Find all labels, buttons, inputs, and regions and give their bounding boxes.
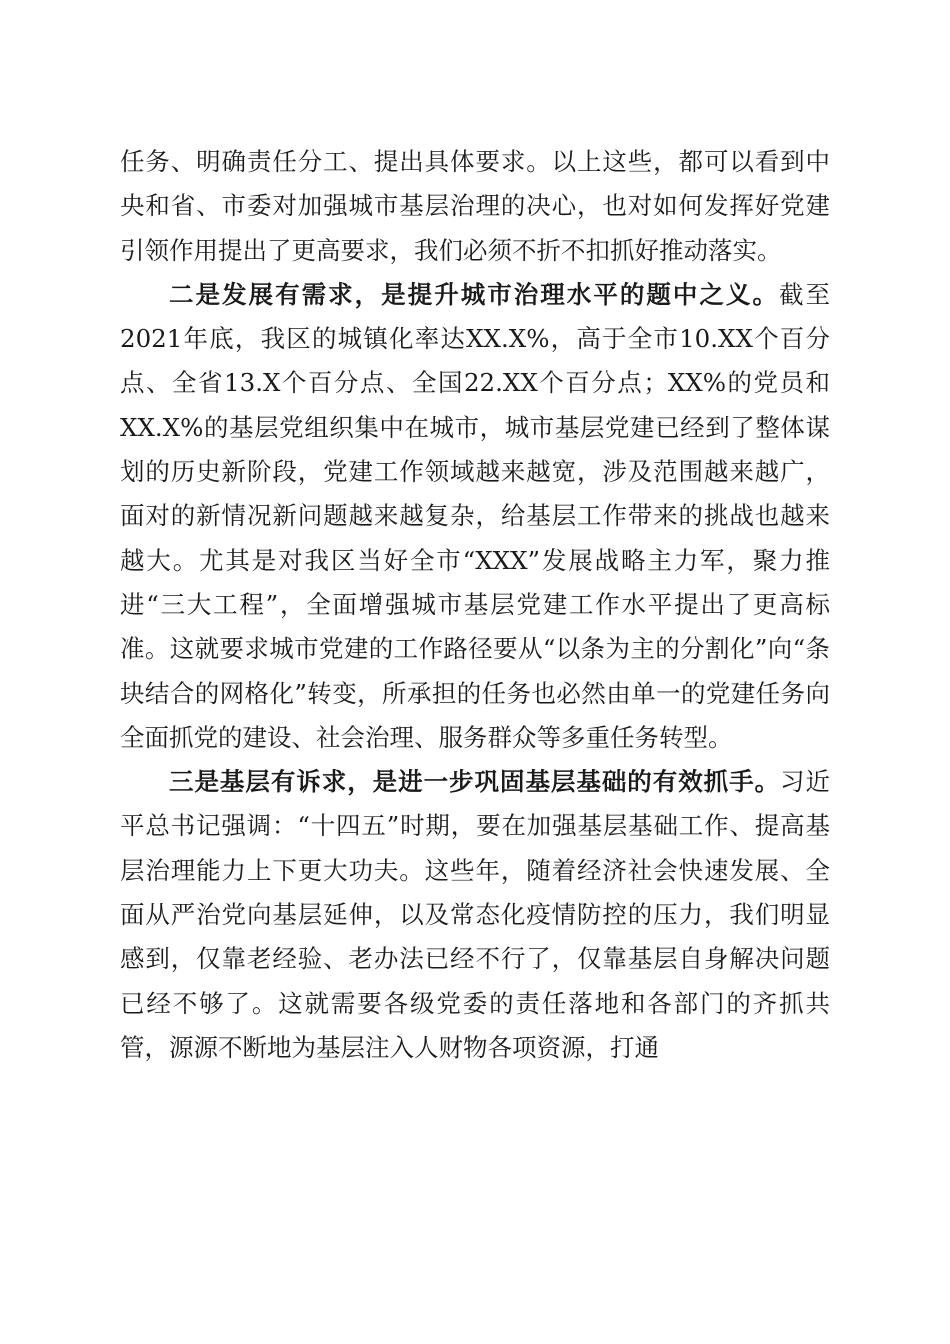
paragraph-1-body: 任务、明确责任分工、提出具体要求。以上这些，都可以看到中央和省、市委对加强城市基层治理的决心，也对如何发挥好党建引领作用提出了更高要求，我们必须不折不扣抓好推动落实。 [120,147,830,265]
paragraph-1 [120,140,830,273]
paragraph-2 [120,273,830,760]
paragraph-3-body: 习近平总书记强调：“十四五”时期，要在加强基层基础工作、提高基层治理能力上下更大功夫。这些年，随着经济社会快速发展、全面从严治党向基层延伸，以及常态化疫情防控的压力，我们明显感到，仅靠老经验、老办法已经不行了，仅靠基层自身解决问题已经不够了。这就需要各级党委的责任落地和各部门的齐抓共管，源源不断地为基层注入人财物各项资源，打通 [120,767,831,1062]
paragraph-3 [120,760,830,1070]
document-body [120,140,830,1070]
paragraph-2-lead: 二是发展有需求，是提升城市治理水平的题中之义。 [169,279,779,309]
paragraph-3-lead: 三是基层有诉求，是进一步巩固基层基础的有效抓手。 [169,767,781,797]
paragraph-2-body: 截至2021年底，我区的城镇化率达XX.X%，高于全市10.XX个百分点、全省13.X个百分点、全国22.XX个百分点；XX%的党员和XX.X%的基层党组织集中在城市，城市基层党建已经到了整体谋划的历史新阶段，党建工作领域越来越宽，涉及范围越来越广，面对的新情况新问题越来越复杂，给基层工作带来的挑战也越来越大。尤其是对我区当好全市“XXX”发展战略主力军，聚力推进“三大工程”，全面增强城市基层党建工作水平提出了更高标准。这就要求城市党建的工作路径要从“以条为主的分割化”向“条块结合的网格化”转变，所承担的任务也必然由单一的党建任务向全面抓党的建设、社会治理、服务群众等多重任务转型。 [120,279,831,752]
